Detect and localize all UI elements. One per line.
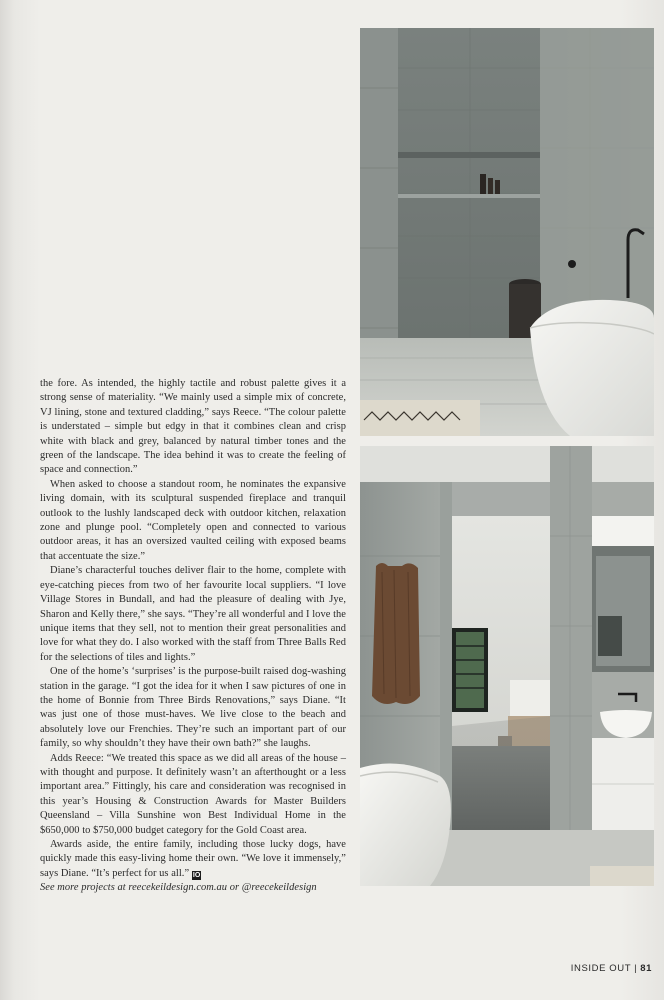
bathroom-photo-top	[360, 28, 654, 436]
footer-separator: |	[634, 963, 638, 974]
article-paragraph: Adds Reece: “We treated this space as we did all areas of the house – with thought and purpose. It definitely wasn’t an afterthought or a less important area.” Fittingly, his care and consideration was recognised in this year’s Housing & Construction Awards for Master Builders Queensland – Villa Sunshine won Best Individual Home in the $650,000 to $750,000 budget category for the Gold Coast area.	[40, 752, 346, 836]
bathroom-photo-bottom	[360, 446, 654, 886]
end-mark-icon: IO	[192, 871, 201, 879]
article-paragraph: the fore. As intended, the highly tactile and robust palette gives it a strong sense of materiality. “We mainly used a simple mix of concrete, VJ lining, stone and textured cladding,” says Reece. “The colour palette is understated – simple but edgy in that it combines clean and crisp white with black and grey, balanced by natural timber tones and the green of the landscape. The idea behind it was to create the feeling of space and connection.”	[40, 378, 346, 476]
article-final-paragraph	[40, 838, 346, 881]
photo-credit-link: See more projects at reecekeildesign.com.au or @reecekeildesign	[40, 882, 317, 894]
article-paragraph: Diane’s characterful touches deliver flair to the home, complete with eye-catching pieces from two of her favourite local suppliers. “I love Village Stores in Bundall, and had the pleasure of dealing with Jye, Sharon and Kelly there,” she says. “They’re all wonderful and I love the unique items that they sell, not to mention their great personalities and love for what they do. I also worked with the staff from Three Balls Red for the selections of tiles and lights.”	[40, 565, 346, 663]
article-paragraph: When asked to choose a standout room, he nominates the expansive living domain, with its sculptural suspended fireplace and tranquil outlook to the lushly landscaped deck with outdoor kitchen, relaxation zone and plunge pool. “Completely open and connected to various outdoor areas, it has an oversized vaulted ceiling with exposed beams that accentuate the size.”	[40, 478, 346, 562]
article-paragraph: One of the home’s ‘surprises’ is the purpose-built raised dog-washing station in the garage. “I got the idea for it when I saw pictures of one in the home of Bonnie from Three Birds Renovations,” says Diane. “It was just one of those must-haves. We live close to the beach and absolutely love our Frenchies. They’re such an important part of our family, so why shouldn’t they have their own bath?” she laughs.	[40, 666, 346, 750]
article-paragraph-text: Awards aside, the entire family, including those lucky dogs, have quickly made this easy-living home their own. “We love it immensely,” says Diane. “It’s perfect for us all.”	[40, 839, 346, 879]
page-number: 81	[640, 963, 652, 974]
magazine-name: INSIDE OUT	[570, 963, 632, 974]
article-body	[40, 377, 346, 896]
page-footer	[571, 963, 652, 974]
